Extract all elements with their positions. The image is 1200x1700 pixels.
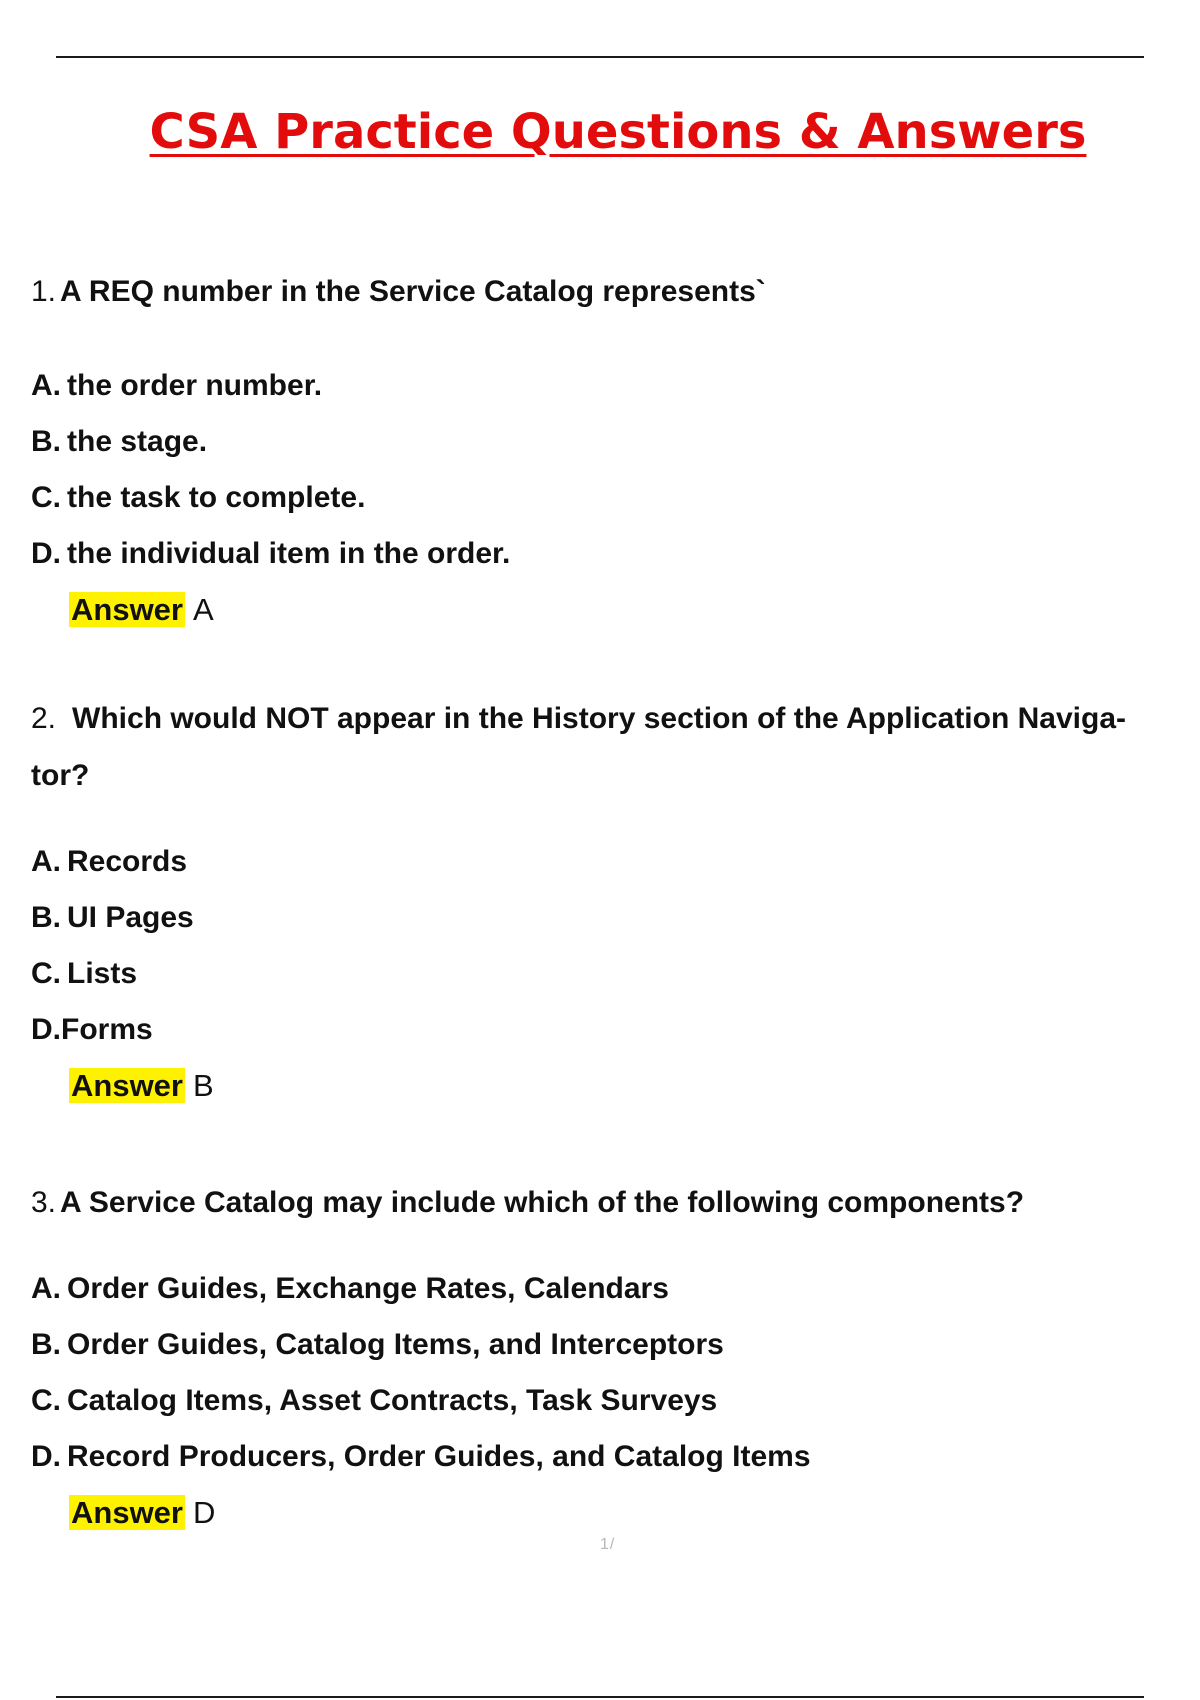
document-title: CSA Practice Questions & Answers (149, 104, 1087, 160)
question-prompt: A Service Catalog may include which of the following components? (60, 1186, 1025, 1219)
option-letter: C. (31, 481, 61, 514)
question-1 (31, 263, 1171, 638)
option-text: Order Guides, Catalog Items, and Interceptors (67, 1328, 724, 1361)
question-text (31, 690, 1171, 804)
option-list (31, 834, 1171, 1058)
option-b (31, 1317, 1171, 1373)
option-letter: A. (31, 369, 61, 402)
option-a (31, 358, 1171, 414)
option-b (31, 414, 1171, 470)
answer-value: A (192, 592, 214, 627)
option-letter: D. (31, 1440, 61, 1473)
answer-label: Answer (71, 1068, 183, 1103)
option-text: Records (67, 845, 188, 878)
option-a (31, 1261, 1171, 1317)
option-text: the order number. (67, 369, 323, 402)
answer-label: Answer (71, 1495, 183, 1530)
option-text: Forms (61, 1013, 153, 1046)
question-2 (31, 690, 1171, 1114)
option-d (31, 526, 1171, 582)
top-divider (56, 56, 1144, 58)
question-prompt: Which would NOT appear in the History section of the Application Naviga- tor? (31, 702, 1127, 792)
option-list (31, 1261, 1171, 1485)
question-prompt: A REQ number in the Service Catalog represents` (60, 275, 766, 308)
page-number: 1/ (600, 1536, 616, 1553)
option-letter: B. (31, 1328, 61, 1361)
option-d (31, 1429, 1171, 1485)
option-text: the individual item in the order. (67, 537, 511, 570)
option-text: the task to complete. (67, 481, 366, 514)
option-letter: B. (31, 901, 61, 934)
question-3 (31, 1174, 1171, 1541)
option-letter: C. (31, 957, 61, 990)
answer-row (69, 1485, 1171, 1541)
answer-value: D (192, 1495, 216, 1530)
answer-label: Answer (71, 592, 183, 627)
question-number: 1. (31, 275, 57, 308)
option-list (31, 358, 1171, 582)
question-text (31, 263, 1171, 320)
option-c (31, 946, 1171, 1002)
bottom-divider (56, 1696, 1144, 1698)
option-text: the stage. (67, 425, 208, 458)
answer-row (69, 1058, 1171, 1114)
option-letter: B. (31, 425, 61, 458)
option-letter: A. (31, 1272, 61, 1305)
answer-row (69, 582, 1171, 638)
option-letter: D. (31, 537, 61, 570)
answer-value: B (192, 1068, 214, 1103)
option-text: Lists (67, 957, 138, 990)
question-number: 2. (31, 702, 57, 735)
option-letter: C. (31, 1384, 61, 1417)
option-a (31, 834, 1171, 890)
option-c (31, 1373, 1171, 1429)
option-letter: D. (31, 1013, 61, 1046)
option-text: Record Producers, Order Guides, and Catalog Items (67, 1440, 811, 1473)
question-text (31, 1174, 1171, 1231)
option-b (31, 890, 1171, 946)
option-text: Catalog Items, Asset Contracts, Task Surveys (67, 1384, 718, 1417)
option-c (31, 470, 1171, 526)
option-letter: A. (31, 845, 61, 878)
option-d (31, 1002, 1171, 1058)
question-number: 3. (31, 1186, 57, 1219)
option-text: UI Pages (67, 901, 194, 934)
option-text: Order Guides, Exchange Rates, Calendars (67, 1272, 669, 1305)
